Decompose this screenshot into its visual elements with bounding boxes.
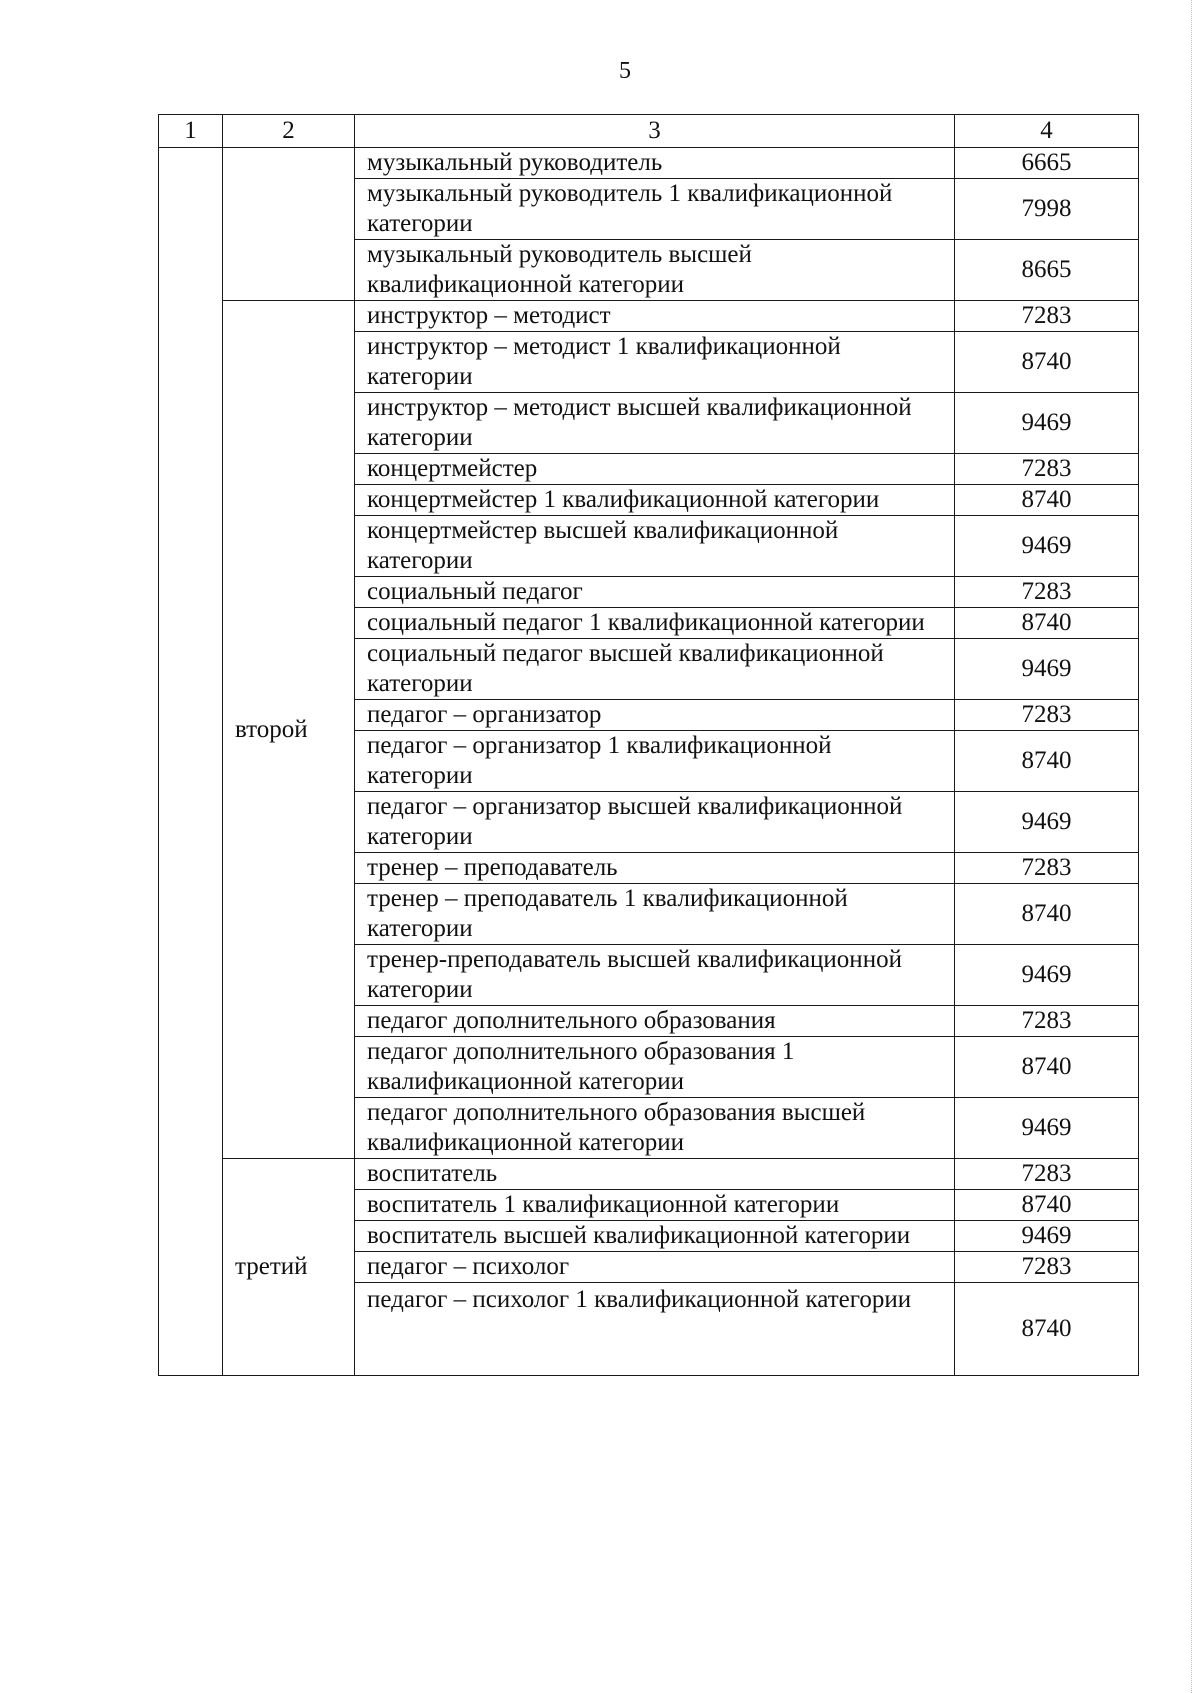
table-row xyxy=(159,148,1139,179)
level-cell: второй xyxy=(223,301,355,1159)
salary-cell: 8740 xyxy=(955,884,1139,945)
position-cell: концертмейстер высшей квалификационной категории xyxy=(355,516,955,577)
position-cell: педагог дополнительного образования xyxy=(355,1006,955,1037)
header-col-3: 3 xyxy=(355,115,955,148)
position-cell: социальный педагог xyxy=(355,577,955,608)
salary-cell: 8665 xyxy=(955,240,1139,301)
position-cell: воспитатель xyxy=(355,1159,955,1190)
salary-cell: 8740 xyxy=(955,1037,1139,1098)
position-cell: педагог – организатор 1 квалификационной категории xyxy=(355,731,955,792)
position-cell: инструктор – методист 1 квалификационной категории xyxy=(355,332,955,393)
salary-cell: 7283 xyxy=(955,1252,1139,1283)
position-cell: инструктор – методист высшей квалификационной категории xyxy=(355,393,955,454)
position-cell: воспитатель высшей квалификационной категории xyxy=(355,1221,955,1252)
position-cell: тренер – преподаватель xyxy=(355,853,955,884)
salary-cell: 8740 xyxy=(955,731,1139,792)
position-cell: социальный педагог высшей квалификационной категории xyxy=(355,639,955,700)
salary-cell: 8740 xyxy=(955,485,1139,516)
level-cell: третий xyxy=(223,1159,355,1376)
position-cell: инструктор – методист xyxy=(355,301,955,332)
salary-cell: 8740 xyxy=(955,608,1139,639)
position-cell: педагог – организатор xyxy=(355,700,955,731)
salary-cell: 7998 xyxy=(955,179,1139,240)
level-cell xyxy=(223,148,355,301)
salary-cell: 9469 xyxy=(955,393,1139,454)
position-cell: концертмейстер 1 квалификационной категории xyxy=(355,485,955,516)
salary-cell: 9469 xyxy=(955,639,1139,700)
position-cell: музыкальный руководитель 1 квалификационной категории xyxy=(355,179,955,240)
position-cell: музыкальный руководитель высшей квалификационной категории xyxy=(355,240,955,301)
header-col-2: 2 xyxy=(223,115,355,148)
salary-cell: 7283 xyxy=(955,700,1139,731)
salary-cell: 6665 xyxy=(955,148,1139,179)
header-col-4: 4 xyxy=(955,115,1139,148)
position-cell: воспитатель 1 квалификационной категории xyxy=(355,1190,955,1221)
group-number-cell xyxy=(159,148,223,1376)
salary-cell: 8740 xyxy=(955,1283,1139,1376)
page-number: 5 xyxy=(619,58,631,84)
table-header-row xyxy=(159,115,1139,148)
salary-cell: 7283 xyxy=(955,454,1139,485)
position-cell: педагог дополнительного образования 1 квалификационной категории xyxy=(355,1037,955,1098)
salary-cell: 9469 xyxy=(955,1098,1139,1159)
position-cell: музыкальный руководитель xyxy=(355,148,955,179)
position-cell: педагог – организатор высшей квалификационной категории xyxy=(355,792,955,853)
salary-cell: 7283 xyxy=(955,577,1139,608)
salary-cell: 7283 xyxy=(955,301,1139,332)
salary-cell: 8740 xyxy=(955,332,1139,393)
position-cell: педагог – психолог xyxy=(355,1252,955,1283)
salary-cell: 9469 xyxy=(955,945,1139,1006)
position-cell: тренер – преподаватель 1 квалификационной категории xyxy=(355,884,955,945)
position-cell: педагог – психолог 1 квалификационной категории xyxy=(355,1283,955,1376)
position-cell: социальный педагог 1 квалификационной категории xyxy=(355,608,955,639)
salary-table xyxy=(158,114,1139,1376)
salary-cell: 8740 xyxy=(955,1190,1139,1221)
salary-cell: 7283 xyxy=(955,853,1139,884)
position-cell: концертмейстер xyxy=(355,454,955,485)
salary-cell: 9469 xyxy=(955,1221,1139,1252)
salary-cell: 7283 xyxy=(955,1006,1139,1037)
table-row xyxy=(159,1159,1139,1190)
position-cell: тренер-преподаватель высшей квалификационной категории xyxy=(355,945,955,1006)
salary-cell: 9469 xyxy=(955,516,1139,577)
table-row xyxy=(159,301,1139,332)
salary-cell: 9469 xyxy=(955,792,1139,853)
position-cell: педагог дополнительного образования высшей квалификационной категории xyxy=(355,1098,955,1159)
header-col-1: 1 xyxy=(159,115,223,148)
salary-cell: 7283 xyxy=(955,1159,1139,1190)
scan-edge-marks xyxy=(1189,0,1192,1693)
